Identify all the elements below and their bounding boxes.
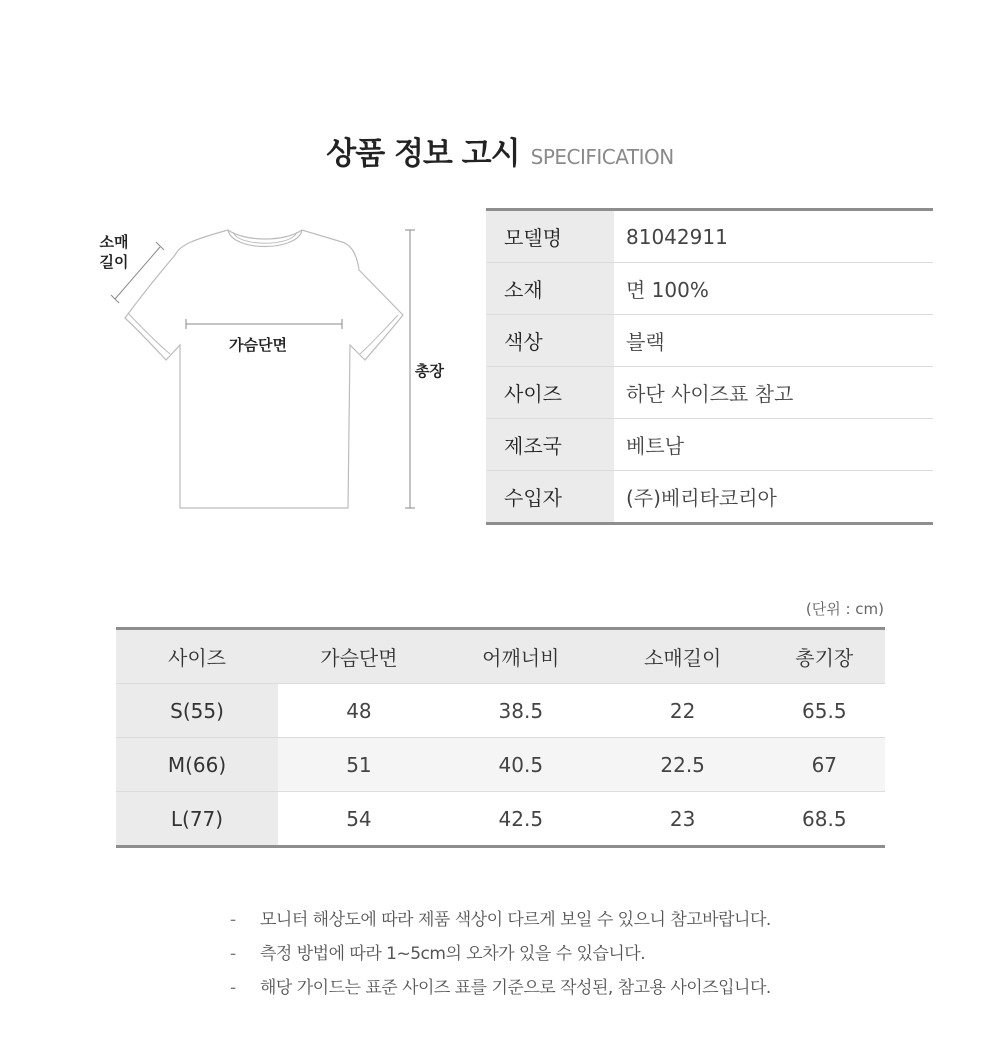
- spec-row: [486, 471, 933, 524]
- spec-row: [486, 263, 933, 315]
- spec-table: [486, 208, 933, 525]
- spec-row: [486, 210, 933, 263]
- header-length: 총기장: [764, 629, 885, 684]
- table-row: [116, 684, 885, 738]
- table-row: [116, 792, 885, 847]
- note-item: - 측정 방법에 따라 1~5cm의 오차가 있을 수 있습니다.: [230, 940, 930, 974]
- table-row: [116, 738, 885, 792]
- note-bullet: -: [230, 944, 236, 964]
- note-item: - 모니터 해상도에 따라 제품 색상이 다르게 보일 수 있으니 참고바랍니다.: [230, 906, 930, 940]
- spec-key: 수입자: [486, 471, 614, 524]
- spec-key: 색상: [486, 315, 614, 367]
- size-cell: L(77): [116, 792, 278, 847]
- spec-key: 제조국: [486, 419, 614, 471]
- note-bullet: -: [230, 910, 236, 930]
- spec-value: 하단 사이즈표 참고: [614, 367, 933, 419]
- table-cell: 67: [764, 738, 885, 792]
- table-cell: 51: [278, 738, 440, 792]
- table-cell: 54: [346, 806, 372, 831]
- table-cell: 42.5: [498, 806, 544, 831]
- table-cell: 68.5: [802, 806, 847, 831]
- title-english: SPECIFICATION: [530, 145, 674, 169]
- spec-value: 블랙: [614, 315, 933, 367]
- table-cell: 48: [278, 684, 440, 738]
- note-item: - 해당 가이드는 표준 사이즈 표를 기준으로 작성된, 참고용 사이즈입니다.: [230, 974, 930, 1008]
- spec-value: 면 100%: [614, 263, 933, 315]
- spec-key: 모델명: [486, 210, 614, 263]
- table-cell: 22: [602, 684, 764, 738]
- header-chest: 가슴단면: [278, 629, 440, 684]
- total-length-label: 총장: [415, 362, 444, 380]
- size-table: [116, 627, 885, 848]
- spec-row: [486, 419, 933, 471]
- spec-row: [486, 315, 933, 367]
- size-cell: M(66): [116, 738, 278, 792]
- spec-key: 사이즈: [486, 367, 614, 419]
- size-cell: S(55): [116, 684, 278, 738]
- spec-value: 베트남: [614, 419, 933, 471]
- table-cell: 65.5: [764, 684, 885, 738]
- spec-value: (주)베리타코리아: [626, 486, 777, 510]
- tshirt-diagram: [80, 220, 480, 520]
- header-shoulder: 어깨너비: [440, 629, 602, 684]
- page-title: [0, 128, 1000, 173]
- size-table-header: [116, 629, 885, 684]
- note-bullet: -: [230, 978, 236, 998]
- spec-value: 81042911: [614, 210, 933, 263]
- table-cell: 23: [669, 806, 696, 831]
- header-sleeve: 소매길이: [602, 629, 764, 684]
- unit-label: (단위 : cm): [805, 600, 884, 618]
- spec-key: 소재: [486, 263, 614, 315]
- table-cell: 40.5: [440, 738, 602, 792]
- notes-list: [230, 906, 930, 1008]
- title-korean: 상품 정보 고시: [326, 136, 520, 172]
- spec-row: [486, 367, 933, 419]
- table-cell: 22.5: [602, 738, 764, 792]
- header-size: 사이즈: [116, 629, 278, 684]
- chest-width-label: 가슴단면: [229, 336, 287, 354]
- sleeve-length-label: 소매 길이: [99, 233, 129, 271]
- table-cell: 38.5: [440, 684, 602, 738]
